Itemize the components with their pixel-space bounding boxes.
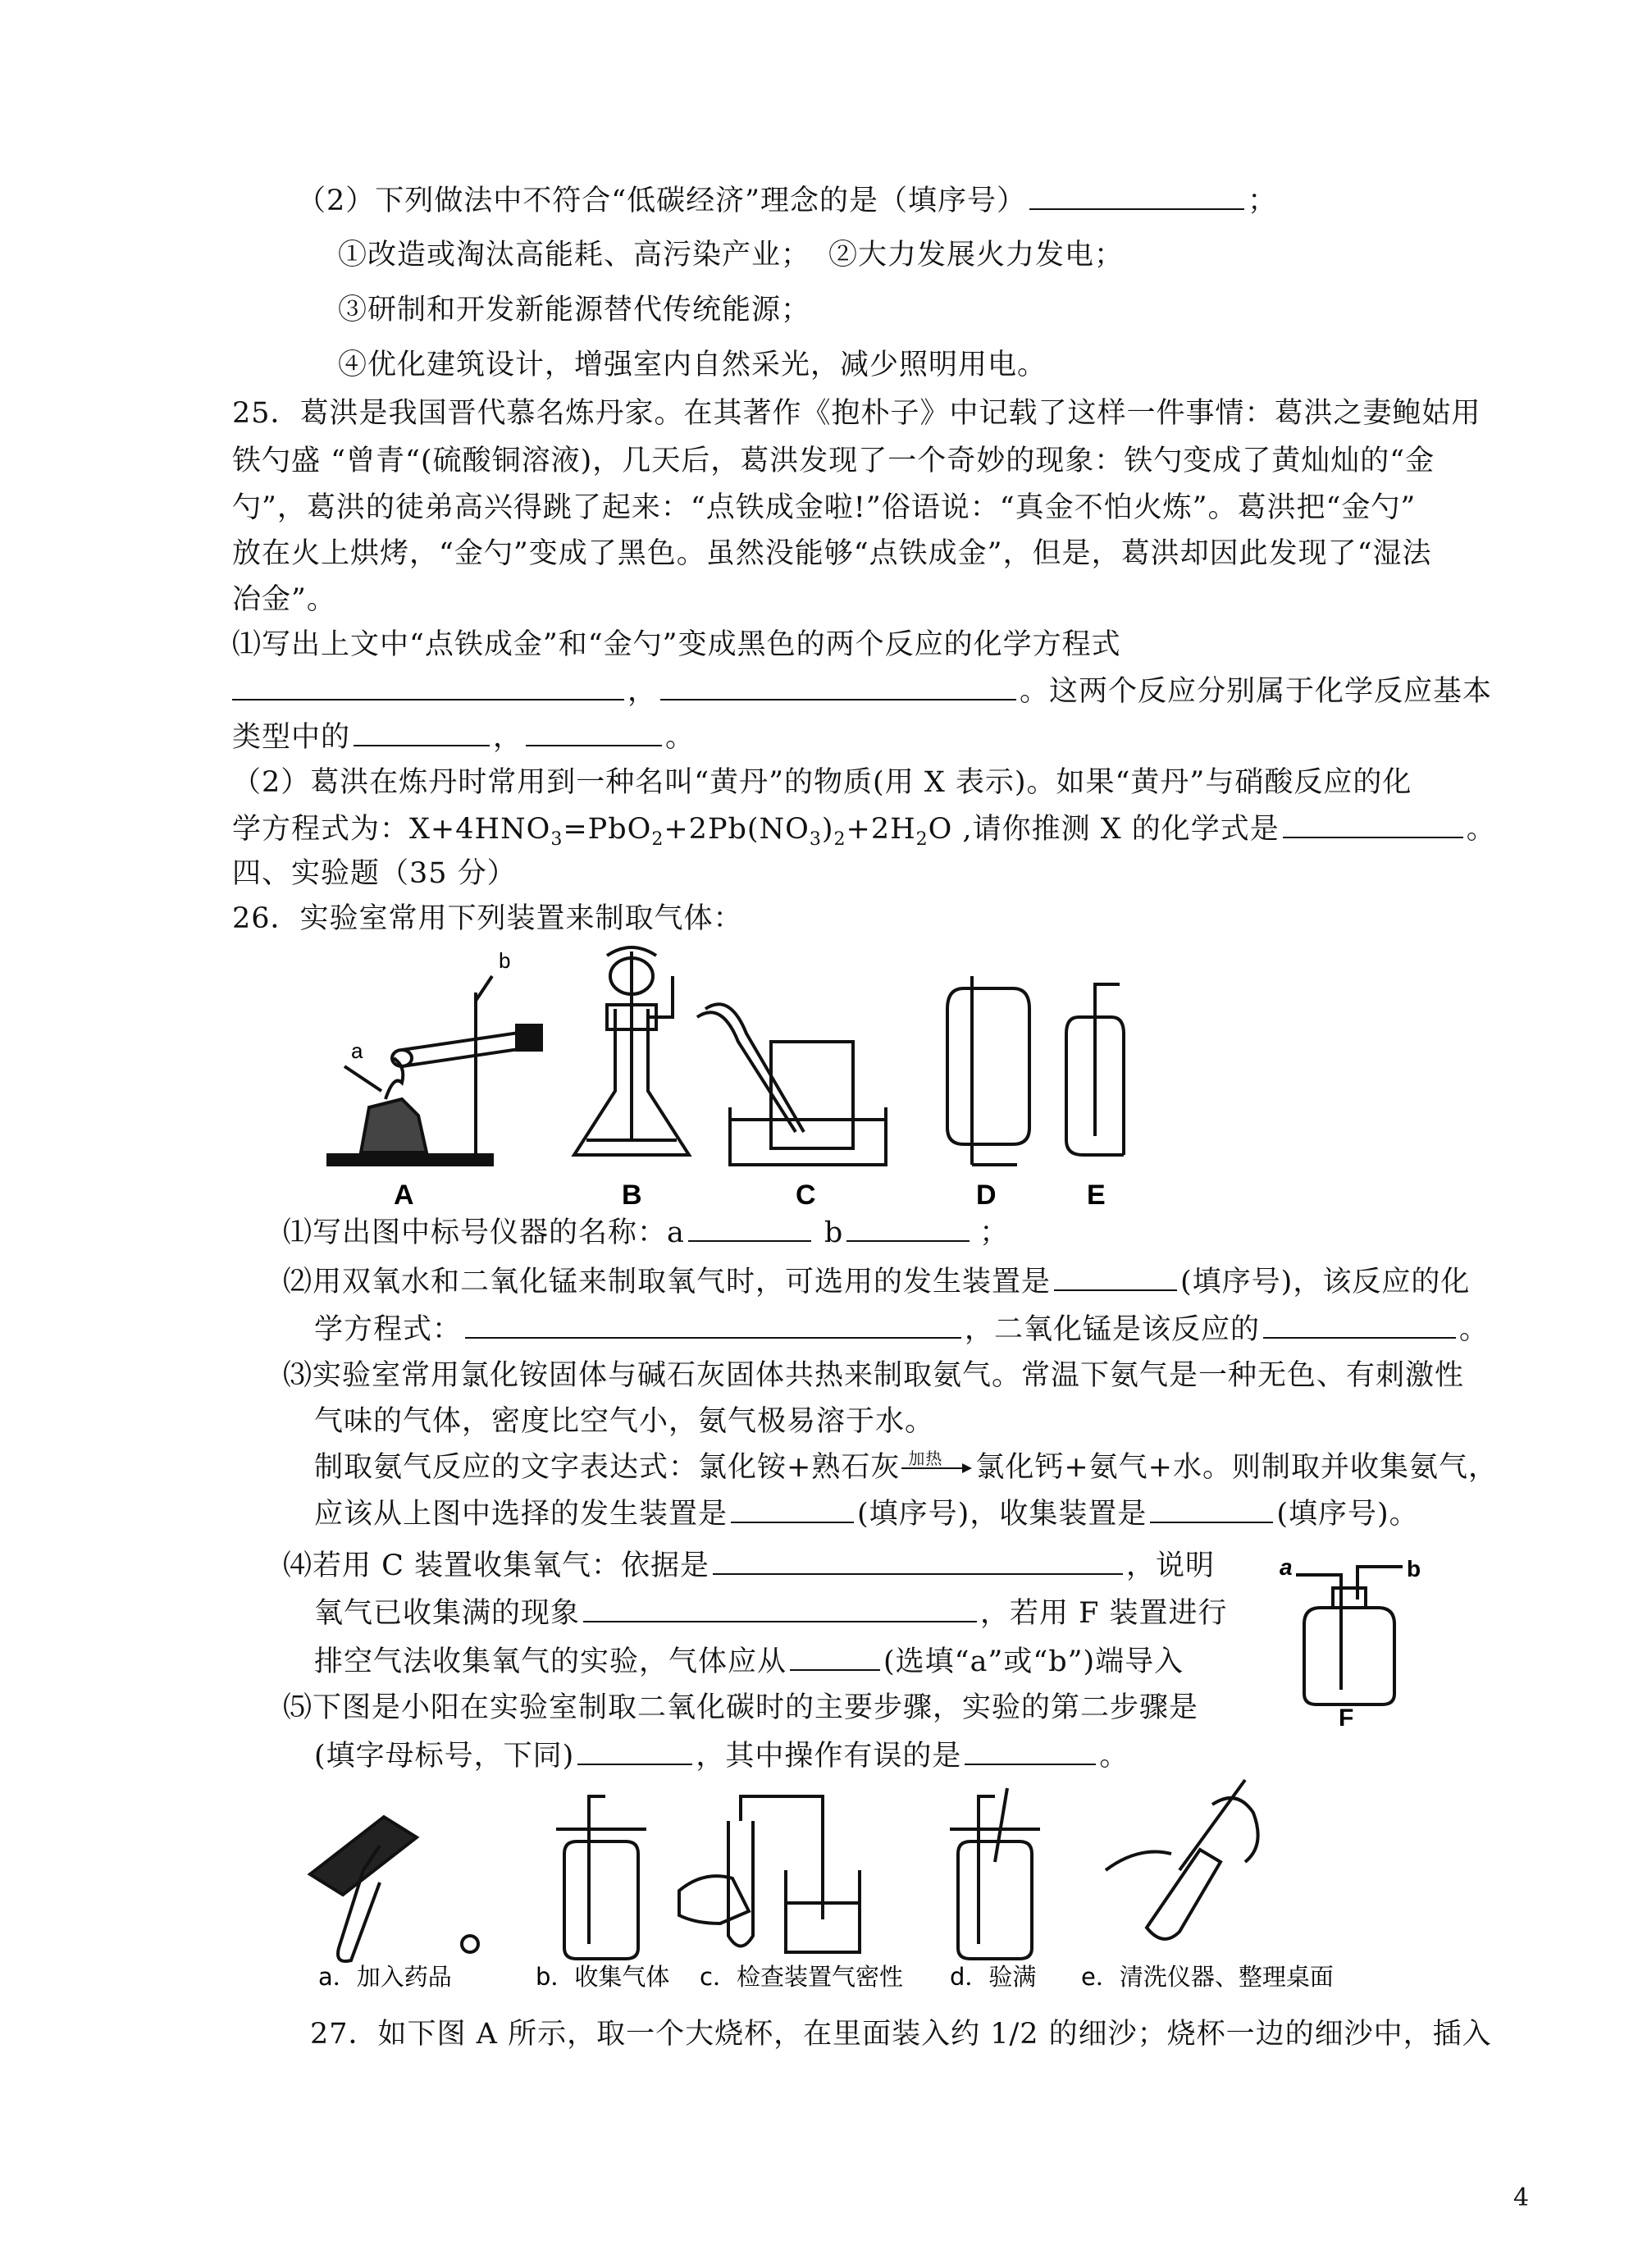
q25-part-2-line-1: （2）葛洪在炼丹时常用到一种名叫“黄丹”的物质(用 X 表示)。如果“黄丹”与硝酸反应的化 xyxy=(232,766,1412,799)
q26-part-2-line-2: 学方程式： ，二氧化锰是该反应的 。 xyxy=(314,1311,1489,1348)
steps-drawing xyxy=(302,1772,1368,1993)
label-a: a xyxy=(1280,1558,1293,1580)
step-b-caption: b．收集气体 xyxy=(536,1963,670,1991)
answer-blank[interactable] xyxy=(465,1311,961,1339)
answer-blank[interactable] xyxy=(731,1495,854,1523)
page-number: 4 xyxy=(1513,2184,1530,2212)
q26-part-3-line-3: 制取氨气反应的文字表达式：氯化铵+熟石灰 加热 氯化钙+氨气+水。则制取并收集氨气， xyxy=(314,1449,1498,1484)
q25-part-1: ⑴写出上文中“点铁成金”和“金勺”变成黑色的两个反应的化学方程式 xyxy=(232,628,1121,661)
label-A: A xyxy=(394,1180,414,1211)
answer-blank[interactable] xyxy=(660,673,1016,700)
label-F: F xyxy=(1339,1704,1354,1727)
q25-text-line-5: 冶金”。 xyxy=(232,583,336,616)
q25-text-line-2: 铁勺盛 “曾青“(硫酸铜溶液)，几天后，葛洪发现了一个奇妙的现象：铁勺变成了黄灿灿的“金 xyxy=(232,445,1435,477)
q26-part-2-line-1: ⑵用双氧水和二氧化锰来制取氧气时，可选用的发生装置是 (填序号)，该反应的化 xyxy=(283,1263,1470,1300)
answer-blank[interactable] xyxy=(526,719,662,746)
answer-blank[interactable] xyxy=(846,1214,970,1242)
q25-text-line-3: 勺”，葛洪的徒弟高兴得跳了起来：“点铁成金啦!”俗语说：“真金不怕火炼”。葛洪把“金勺” xyxy=(232,491,1417,524)
label-b: b xyxy=(499,948,511,973)
apparatus-drawing xyxy=(312,943,1132,1222)
answer-blank[interactable] xyxy=(965,1737,1096,1765)
q26-part-4-line-1: ⑷若用 C 装置收集氧气：依据是 ，说明 xyxy=(283,1547,1215,1584)
step-c-caption: c．检查装置气密性 xyxy=(700,1963,903,1991)
answer-blank[interactable] xyxy=(583,1595,977,1622)
step-d-caption: d．验满 xyxy=(950,1963,1037,1991)
answer-blank[interactable] xyxy=(1029,182,1244,210)
q24-2-option-4: ④优化建筑设计，增强室内自然采光，减少照明用电。 xyxy=(338,349,1047,381)
label-B: B xyxy=(622,1180,642,1211)
q26-part-3-line-2: 气味的气体，密度比空气小，氨气极易溶于水。 xyxy=(314,1405,935,1438)
answer-blank[interactable] xyxy=(354,719,490,746)
q24-2-option-3: ③研制和开发新能源替代传统能源； xyxy=(338,294,811,326)
q27-text-line-1: 27．如下图 A 所示，取一个大烧杯，在里面装入约 1/2 的细沙；烧杯一边的细沙中，插入 xyxy=(310,2018,1492,2051)
q24-2-options-1: ①改造或淘汰高能耗、高污染产业； ②大力发展火力发电； xyxy=(338,239,1125,272)
label-E: E xyxy=(1087,1180,1106,1211)
section-heading: 四、实验题（35 分） xyxy=(232,857,517,890)
arrow-icon xyxy=(900,1460,975,1476)
q25-part-1-types: 类型中的 ， 。 xyxy=(232,719,695,755)
co2-steps-figure xyxy=(302,1772,1368,1993)
q25-part-2-line-2: 学方程式为：$X+4HNO_3=PbO_2+2Pb(NO_3)_2+2H_2O$ ,请你推测 X 的化学式是 。 xyxy=(232,810,1496,858)
apparatus-figure xyxy=(312,943,1132,1222)
step-e-caption: e．清洗仪器、整理桌面 xyxy=(1081,1963,1334,1991)
q26-part-1: ⑴写出图中标号仪器的名称：a b ； xyxy=(283,1214,1009,1251)
step-a-caption: a．加入药品 xyxy=(318,1963,452,1991)
answer-blank[interactable] xyxy=(1263,1311,1456,1339)
q26-part-4-line-2: 氧气已收集满的现象 ，若用 F 装置进行 xyxy=(314,1595,1228,1631)
label-D: D xyxy=(976,1180,997,1211)
answer-blank[interactable] xyxy=(713,1547,1123,1575)
apparatus-f-figure xyxy=(1271,1558,1427,1727)
q26-part-3-line-4: 应该从上图中选择的发生装置是 (填序号)，收集装置是 (填序号)。 xyxy=(314,1495,1419,1532)
q26-part-5-line-2: (填字母标号，下同) ，其中操作有误的是 。 xyxy=(314,1737,1129,1774)
answer-blank[interactable] xyxy=(688,1214,811,1242)
answer-blank[interactable] xyxy=(1283,810,1463,838)
q24-2-prompt: （2）下列做法中不符合“低碳经济”理念的是（填序号） ； xyxy=(297,182,1277,219)
q25-part-1-blanks: ， 。这两个反应分别属于化学反应基本 xyxy=(232,673,1492,710)
q26-intro: 26．实验室常用下列装置来制取气体： xyxy=(232,902,743,935)
q25-text-line-1: 25．葛洪是我国晋代慕名炼丹家。在其著作《抱朴子》中记载了这样一件事情：葛洪之妻鲍姑用 xyxy=(232,397,1481,430)
answer-blank[interactable] xyxy=(1150,1495,1273,1523)
label-b: b xyxy=(1407,1558,1421,1581)
wash-bottle-drawing xyxy=(1271,1558,1427,1727)
q26-part-5-line-1: ⑸下图是小阳在实验室制取二氧化碳时的主要步骤，实验的第二步骤是 xyxy=(283,1691,1199,1724)
answer-blank[interactable] xyxy=(577,1737,692,1765)
heating-arrow: 加热 xyxy=(900,1452,975,1476)
label-C: C xyxy=(796,1180,816,1211)
q26-part-3-line-1: ⑶实验室常用氯化铵固体与碱石灰固体共热来制取氨气。常温下氨气是一种无色、有刺激性 xyxy=(283,1359,1465,1392)
label-a: a xyxy=(351,1038,363,1063)
q26-part-4-line-3: 排空气法收集氧气的实验，气体应从 (选填“a”或“b”)端导入 xyxy=(314,1643,1184,1680)
answer-blank[interactable] xyxy=(1054,1263,1177,1291)
q25-text-line-4: 放在火上烘烤，“金勺”变成了黑色。虽然没能够“点铁成金”，但是，葛洪却因此发现了“湿法 xyxy=(232,537,1432,570)
answer-blank[interactable] xyxy=(790,1643,880,1671)
answer-blank[interactable] xyxy=(232,673,624,700)
